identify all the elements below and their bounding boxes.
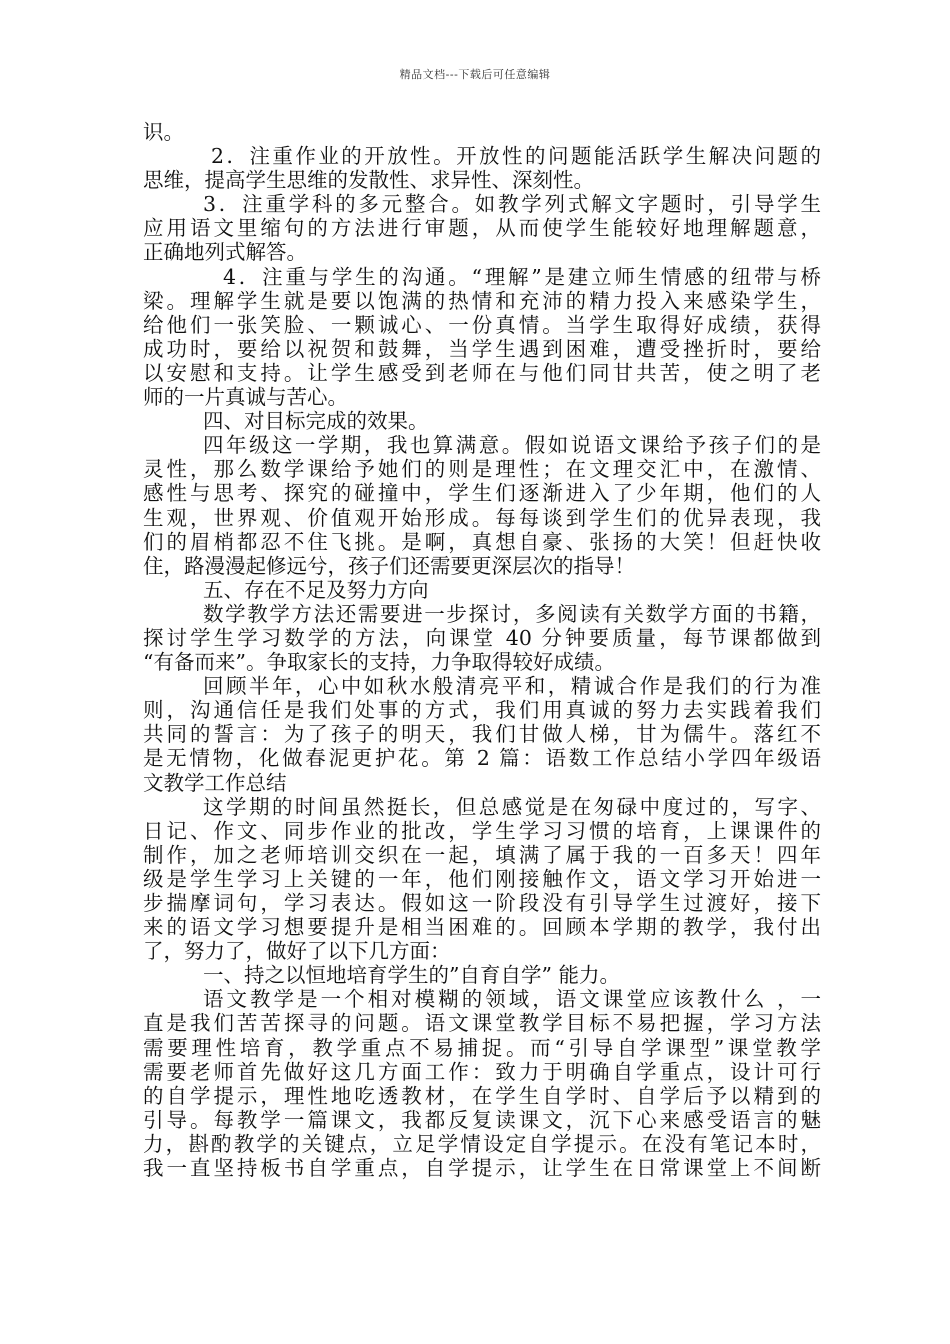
text-line: 4．注重与学生的沟通。“理解”是建立师生情感的纽带与桥 (223, 264, 821, 289)
text-line: 思维，提高学生思维的发散性、求异性、深刻性。 (143, 168, 594, 193)
text-line: 共同的誓言：为了孩子的明天，我们甘做人梯，甘为儒牛。落红不 (143, 722, 821, 747)
text-line: 来的语文学习想要提升是相当困难的。回顾本学期的教学，我付出 (143, 915, 821, 940)
text-line: 识。 (143, 120, 184, 144)
text-line: 生观，世界观、价值观开始形成。每每谈到学生们的优异表现，我 (143, 505, 821, 530)
text-line: 这学期的时间虽然挺长，但总感觉是在匆碌中度过的，写字、 (203, 794, 821, 819)
text-line: 的自学提示，理性地吃透教材，在学生自学时、自学后予以精到的 (143, 1083, 821, 1108)
text-line: 语文教学是一个相对模糊的领域，语文课堂应该教什么 ，一 (203, 987, 821, 1012)
text-line: 3．注重学科的多元整合。如教学列式解文字题时，引导学生 (203, 192, 821, 217)
text-line: 力，斟酌教学的关键点，立足学情设定自学提示。在没有笔记本时， (143, 1131, 821, 1156)
text-line: 住，路漫漫起修远兮，孩子们还需要更深层次的指导！ (143, 553, 635, 578)
text-line: 数学教学方法还需要进一步探讨，多阅读有关数学方面的书籍， (203, 601, 821, 626)
text-line: 探讨学生学习数学的方法，向课堂 40 分钟要质量，每节课都做到 (143, 625, 821, 650)
text-line: 以安慰和支持。让学生感受到老师在与他们同甘共苦，使之明了老 (143, 360, 821, 385)
text-line: 需要理性培育，教学重点不易捕捉。而“引导自学课型”课堂教学 (143, 1035, 821, 1060)
text-line: 梁。理解学生就是要以饱满的热情和充沛的精力投入来感染学生， (143, 288, 821, 313)
text-line: 日记、作文、同步作业的批改，学生学习习惯的培育，上课课件的 (143, 818, 821, 843)
text-line: 给他们一张笑脸、一颗诚心、一份真情。当学生取得好成绩，获得 (143, 312, 821, 337)
text-line: 成功时，要给以祝贺和鼓舞，当学生遇到困难，遭受挫折时，要给 (143, 336, 821, 361)
text-line: 回顾半年，心中如秋水般清亮平和，精诚合作是我们的行为准 (203, 674, 821, 699)
text-line: 文教学工作总结 (143, 770, 287, 795)
text-line: 灵性，那么数学课给予她们的则是理性；在文理交汇中，在激情、 (143, 457, 821, 482)
document-body (143, 120, 821, 1180)
text-line: 级是学生学习上关键的一年，他们刚接触作文，语文学习开始进一 (143, 866, 821, 891)
text-line: 们的眉梢都忍不住飞挑。是啊，真想自豪、张扬的大笑！但赶快收 (143, 529, 821, 554)
text-line: 正确地列式解答。 (143, 240, 307, 265)
text-line: 四、对目标完成的效果。 (203, 409, 429, 434)
text-line: 步揣摩词句，学习表达。假如这一阶段没有引导学生过渡好，接下 (143, 891, 821, 915)
text-line: 师的一片真诚与苦心。 (143, 385, 348, 410)
text-line: 是无情物，化做春泥更护花。第 2 篇：语数工作总结小学四年级语 (143, 746, 821, 771)
text-line: 五、存在不足及努力方向 (203, 577, 429, 602)
text-line: 则，沟通信任是我们处事的方式，我们用真诚的努力去实践着我们 (143, 698, 821, 723)
text-line: 四年级这一学期，我也算满意。假如说语文课给予孩子们的是 (203, 433, 821, 458)
text-line: 了，努力了，做好了以下几方面： (143, 939, 451, 964)
text-line: 我一直坚持板书自学重点，自学提示，让学生在日常课堂上不间断 (143, 1156, 821, 1181)
text-line: 需要老师首先做好这几方面工作：致力于明确自学重点，设计可行 (143, 1059, 821, 1084)
text-line: “有备而来”。争取家长的支持，力争取得较好成绩。 (143, 650, 615, 675)
page-header: 精品文档---下载后可任意编辑 (399, 68, 551, 81)
text-line: 应用语文里缩句的方法进行审题，从而使学生能较好地理解题意， (143, 216, 821, 241)
text-line: 制作，加之老师培训交织在一起，填满了属于我的一百多天！四年 (143, 842, 821, 867)
text-line: 2．注重作业的开放性。开放性的问题能活跃学生解决问题的 (211, 144, 821, 169)
text-line: 直是我们苦苦探寻的问题。语文课堂教学目标不易把握，学习方法 (143, 1011, 821, 1036)
text-line: 引导。每教学一篇课文，我都反复读课文，沉下心来感受语言的魅 (143, 1107, 821, 1132)
text-line: 感性与思考、探究的碰撞中，学生们逐渐进入了少年期，他们的人 (143, 481, 821, 506)
text-line: 一、持之以恒地培育学生的”自育自学” 能力。 (203, 963, 620, 988)
